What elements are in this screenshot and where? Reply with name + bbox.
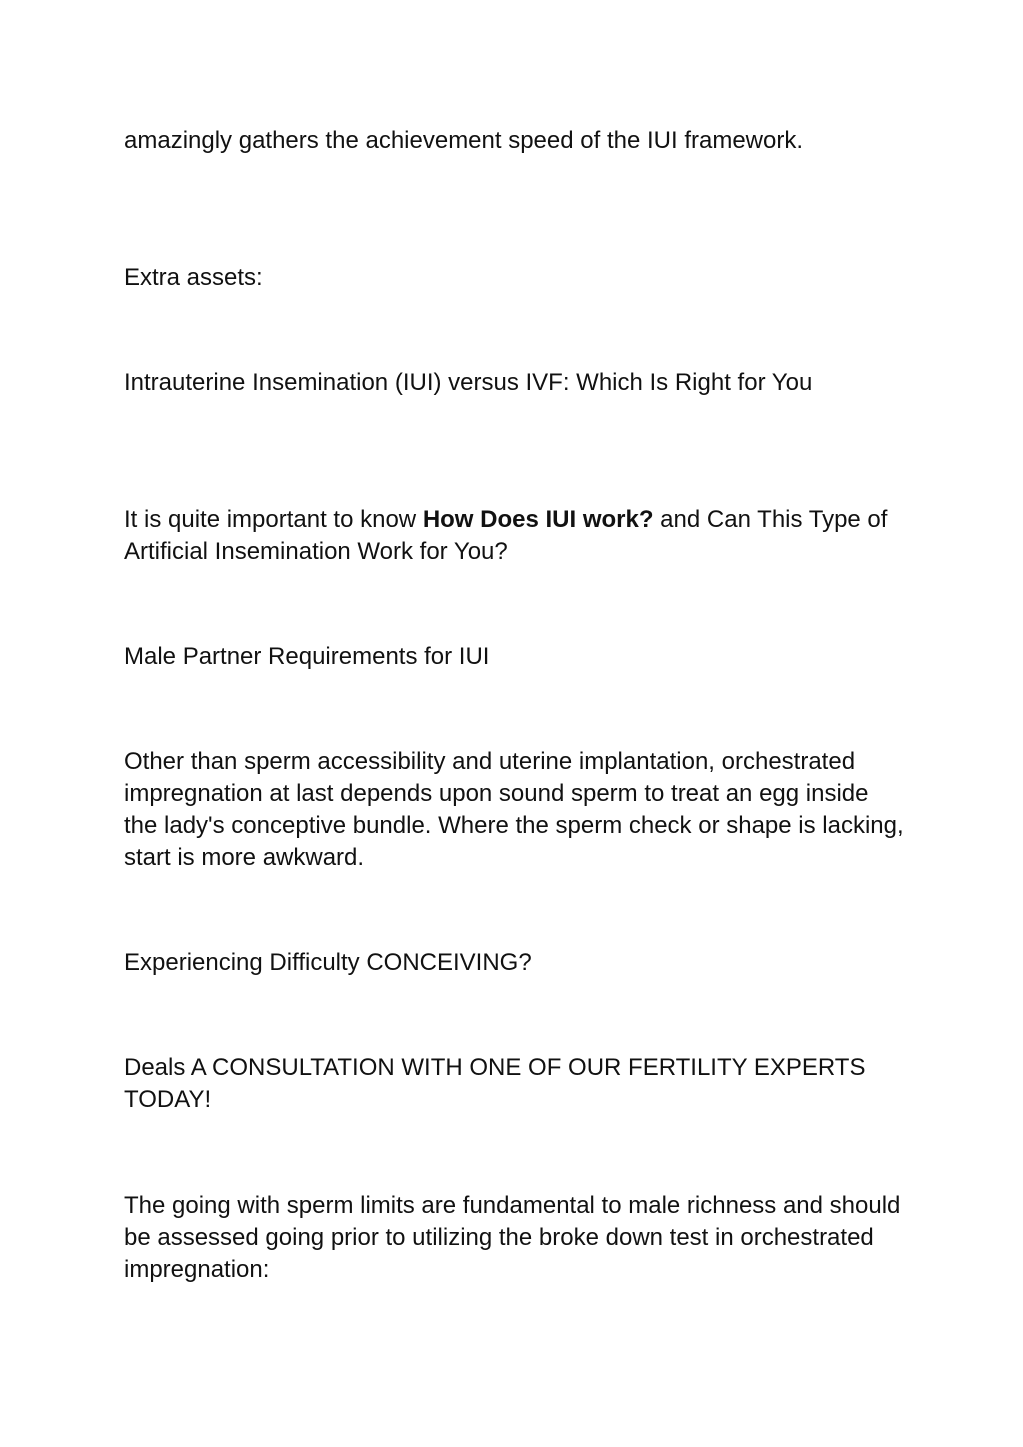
paragraph-difficulty-conceiving: Experiencing Difficulty CONCEIVING? [124,949,532,976]
paragraph-sperm-accessibility: Other than sperm accessibility and uterine implantation, orchestrated impregnation at last depends upon sound sperm to treat an egg inside the lady's conceptive bundle. Where the sperm check or shape is lacking, start is more awkward. [124,748,904,871]
paragraph-sperm-limits: The going with sperm limits are fundamental to male richness and should be assessed going prior to utilizing the broke down test in orchestrated impregnation: [124,1192,901,1283]
paragraph-extra-assets: Extra assets: [124,264,263,291]
paragraph-text-after: and Can This Type of Artificial Insemination Work for You? [124,506,888,565]
paragraph-iui-framework: amazingly gathers the achievement speed of the IUI framework. [124,127,804,154]
paragraph-consultation: Deals A CONSULTATION WITH ONE OF OUR FERTILITY EXPERTS TODAY! [124,1054,866,1113]
bold-phrase-how-iui-works: How Does IUI work? [422,506,654,533]
paragraph-male-partner-requirements: Male Partner Requirements for IUI [124,643,490,670]
paragraph-how-iui-works [124,504,904,568]
paragraph-text-before: It is quite important to know [124,506,423,533]
paragraph-iui-vs-ivf: Intrauterine Insemination (IUI) versus IVF: Which Is Right for You [124,369,813,396]
